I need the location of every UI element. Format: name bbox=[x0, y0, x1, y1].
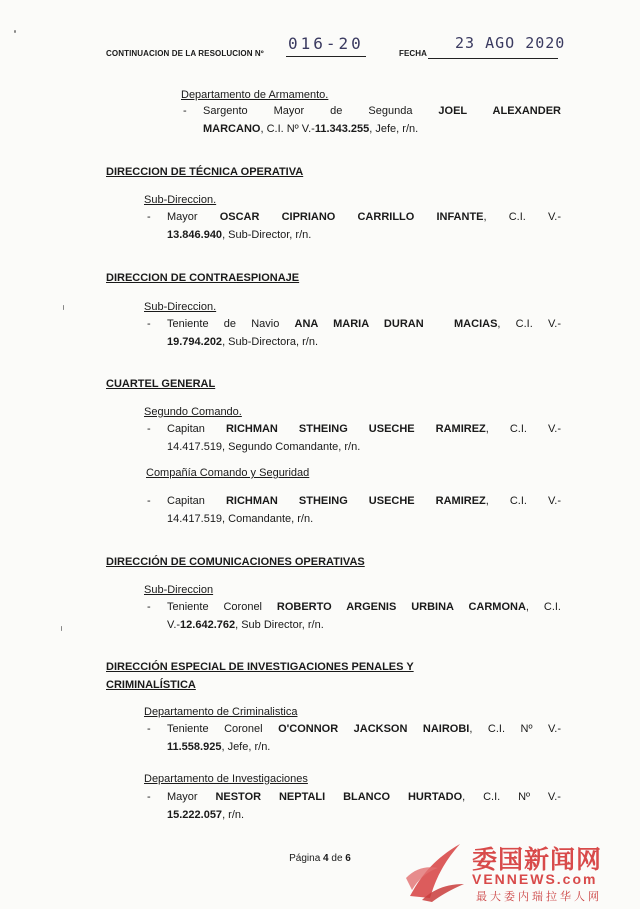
vennews-logo-icon bbox=[402, 838, 472, 904]
heading-comunicaciones-operativas: DIRECCIÓN DE COMUNICACIONES OPERATIVAS bbox=[106, 556, 365, 568]
heading-investigaciones-penales: DIRECCIÓN ESPECIAL DE INVESTIGACIONES PENALES Y bbox=[106, 661, 414, 673]
heading-criminalistica: CRIMINALÍSTICA bbox=[106, 679, 196, 691]
entry-criminalistica bbox=[147, 720, 561, 756]
subheading-criminalistica: Departamento de Criminalistica bbox=[144, 706, 298, 718]
entry-tecnica bbox=[147, 208, 561, 244]
entry-dash: - bbox=[147, 723, 151, 735]
entry-line-2: V.-12.642.762, Sub Director, r/n. bbox=[167, 619, 324, 631]
entry-dash: - bbox=[147, 211, 151, 223]
watermark-slogan: 最大委内瑞拉华人网 bbox=[476, 890, 602, 903]
heading-cuartel-general: CUARTEL GENERAL bbox=[106, 378, 216, 390]
entry-line-2: 15.222.057, r/n. bbox=[167, 809, 245, 821]
footer-page-number: 4 bbox=[323, 853, 329, 864]
subheading-tecnica: Sub-Direccion. bbox=[144, 194, 217, 206]
subheading-comunicaciones: Sub-Direccion bbox=[144, 584, 214, 596]
heading-tecnica-operativa: DIRECCION DE TÉCNICA OPERATIVA bbox=[106, 166, 304, 178]
resolution-number-underline bbox=[286, 56, 366, 57]
entry-line-2: 13.846.940, Sub-Director, r/n. bbox=[167, 229, 312, 241]
entry-line-1: Sargento Mayor de Segunda JOEL ALEXANDER bbox=[203, 105, 561, 117]
entry-compania-comando bbox=[147, 492, 561, 528]
entry-armamento bbox=[183, 102, 561, 138]
subheading-segundo-comando: Segundo Comando. bbox=[144, 406, 242, 418]
entry-line-2: 14.417.519, Comandante, r/n. bbox=[167, 513, 314, 525]
subheading-armamento: Departamento de Armamento. bbox=[181, 89, 329, 101]
heading-contraespionaje: DIRECCION DE CONTRAESPIONAJE bbox=[106, 272, 300, 284]
subheading-investigaciones: Departamento de Investigaciones bbox=[144, 773, 308, 785]
entry-segundo-comando bbox=[147, 420, 561, 456]
resolution-header bbox=[0, 30, 640, 70]
resolution-label: CONTINUACION DE LA RESOLUCION Nº bbox=[106, 49, 264, 58]
scan-speck bbox=[63, 305, 64, 310]
entry-dash: - bbox=[147, 791, 151, 803]
entry-dash: - bbox=[147, 318, 151, 330]
watermark-chinese-title: 委国新闻网 bbox=[472, 845, 603, 874]
watermark-site: VENNEWS.com bbox=[472, 871, 598, 887]
entry-line-1: Capitan RICHMAN STHEING USECHE RAMIREZ, C.I. V.- bbox=[167, 495, 562, 507]
footer-page-of: de bbox=[328, 853, 346, 864]
resolution-number: 016-20 bbox=[288, 34, 364, 53]
fecha-label: FECHA bbox=[399, 49, 428, 58]
subheading-compania-comando: Compañía Comando y Seguridad bbox=[146, 467, 310, 479]
scan-speck bbox=[61, 626, 62, 631]
entry-line-1: Capitan RICHMAN STHEING USECHE RAMIREZ, C.I. V.- bbox=[167, 423, 562, 435]
entry-line-2: 19.794.202, Sub-Directora, r/n. bbox=[167, 336, 319, 348]
entry-line-2: MARCANO, C.I. Nº V.-11.343.255, Jefe, r/n. bbox=[203, 123, 419, 135]
entry-comunicaciones bbox=[147, 598, 561, 634]
footer-page-label: Página bbox=[289, 853, 324, 864]
entry-contraespionaje bbox=[147, 315, 561, 351]
entry-line-1: Teniente Coronel ROBERTO ARGENIS URBINA CARMONA, C.I. bbox=[167, 601, 561, 613]
entry-line-1: Mayor OSCAR CIPRIANO CARRILLO INFANTE, C.I. V.- bbox=[167, 211, 562, 223]
entry-dash: - bbox=[147, 601, 151, 613]
entry-investigaciones bbox=[147, 788, 561, 824]
fecha-value: 23 AGO 2020 bbox=[455, 34, 566, 52]
entry-dash: - bbox=[183, 105, 187, 117]
entry-line-2: 14.417.519, Segundo Comandante, r/n. bbox=[167, 441, 361, 453]
vennews-watermark bbox=[402, 838, 638, 904]
entry-dash: - bbox=[147, 495, 151, 507]
fecha-underline bbox=[428, 58, 558, 59]
scan-speck bbox=[14, 30, 16, 33]
subheading-contraespionaje: Sub-Direccion. bbox=[144, 301, 217, 313]
footer-page-total: 6 bbox=[345, 853, 351, 864]
entry-line-1: Teniente de Navio ANA MARIA DURAN MACIAS, C.I. V.- bbox=[167, 318, 561, 330]
entry-line-2: 11.558.925, Jefe, r/n. bbox=[167, 741, 271, 753]
entry-line-1: Mayor NESTOR NEPTALI BLANCO HURTADO, C.I. Nº V.- bbox=[167, 791, 561, 803]
entry-line-1: Teniente Coronel O'CONNOR JACKSON NAIROBI, C.I. Nº V.- bbox=[167, 723, 561, 735]
entry-dash: - bbox=[147, 423, 151, 435]
